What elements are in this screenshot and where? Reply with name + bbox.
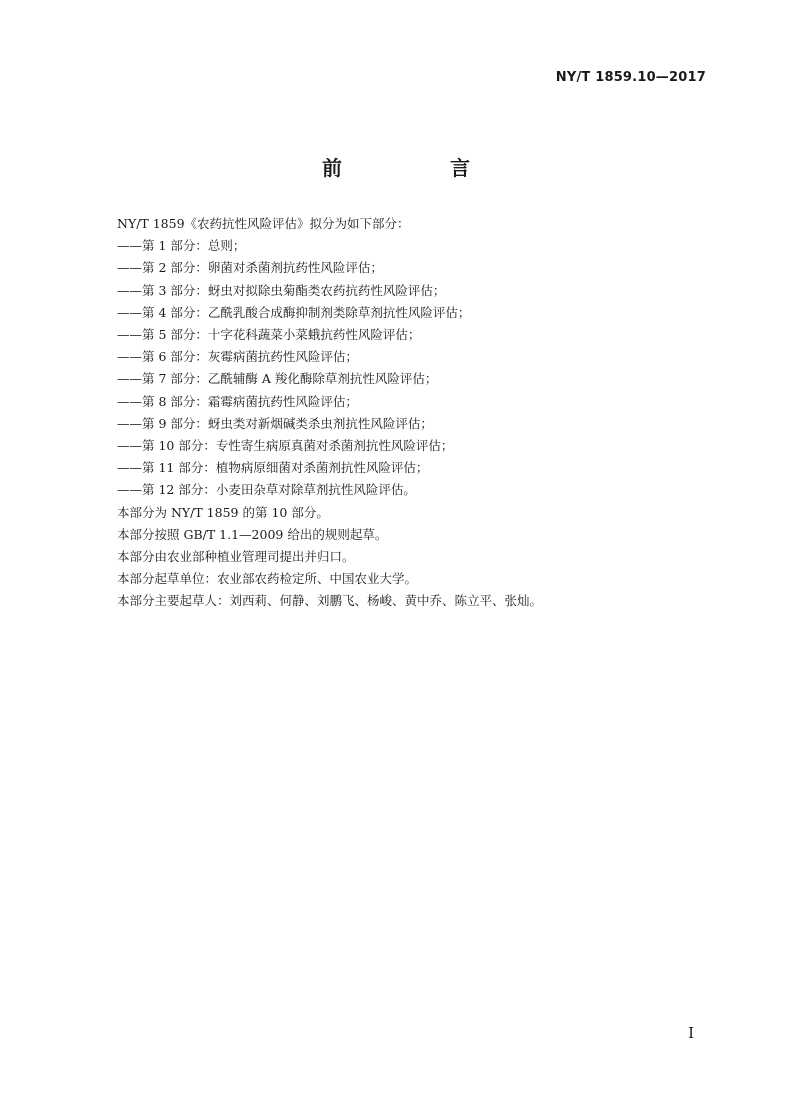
part-item: ——第 12 部分：小麦田杂草对除草剂抗性风险评估。: [117, 482, 416, 498]
part-item: ——第 9 部分：蚜虫类对新烟碱类杀虫剂抗性风险评估；: [117, 415, 433, 431]
part-item: ——第 4 部分：乙酰乳酸合成酶抑制剂类除草剂抗性风险评估；: [117, 304, 471, 320]
statement-drafting-rules: 本部分按照 GB/T 1.1—2009 给出的规则起草。: [117, 526, 388, 542]
foreword-body: [117, 213, 717, 613]
statement-drafting-units: 本部分起草单位：农业部农药检定所、中国农业大学。: [117, 571, 418, 587]
part-item: ——第 3 部分：蚜虫对拟除虫菊酯类农药抗药性风险评估；: [117, 282, 446, 298]
part-item: ——第 10 部分：专性寄生病原真菌对杀菌剂抗性风险评估；: [117, 438, 454, 454]
statement-proposer: 本部分由农业部种植业管理司提出并归口。: [117, 549, 355, 565]
part-item: ——第 5 部分：十字花科蔬菜小菜蛾抗药性风险评估；: [117, 327, 421, 343]
part-item: ——第 6 部分：灰霉病菌抗药性风险评估；: [117, 349, 358, 365]
part-item: ——第 8 部分：霜霉病菌抗药性风险评估；: [117, 393, 358, 409]
part-item: ——第 11 部分：植物病原细菌对杀菌剂抗性风险评估；: [117, 460, 429, 476]
page-title: 前 言: [322, 156, 514, 180]
statement-drafters: 本部分主要起草人：刘西莉、何静、刘鹏飞、杨峻、黄中乔、陈立平、张灿。: [117, 593, 543, 609]
part-item: ——第 7 部分：乙酰辅酶 A 羧化酶除草剂抗性风险评估；: [117, 371, 438, 387]
part-item: ——第 2 部分：卵菌对杀菌剂抗药性风险评估；: [117, 260, 383, 276]
standard-number: NY/T 1859.10—2017: [555, 70, 706, 85]
statement-part-number: 本部分为 NY/T 1859 的第 10 部分。: [117, 504, 329, 520]
part-item: ——第 1 部分：总则；: [117, 238, 246, 254]
page-number: I: [688, 1024, 694, 1042]
intro-line: NY/T 1859《农药抗性风险评估》拟分为如下部分：: [117, 216, 410, 231]
